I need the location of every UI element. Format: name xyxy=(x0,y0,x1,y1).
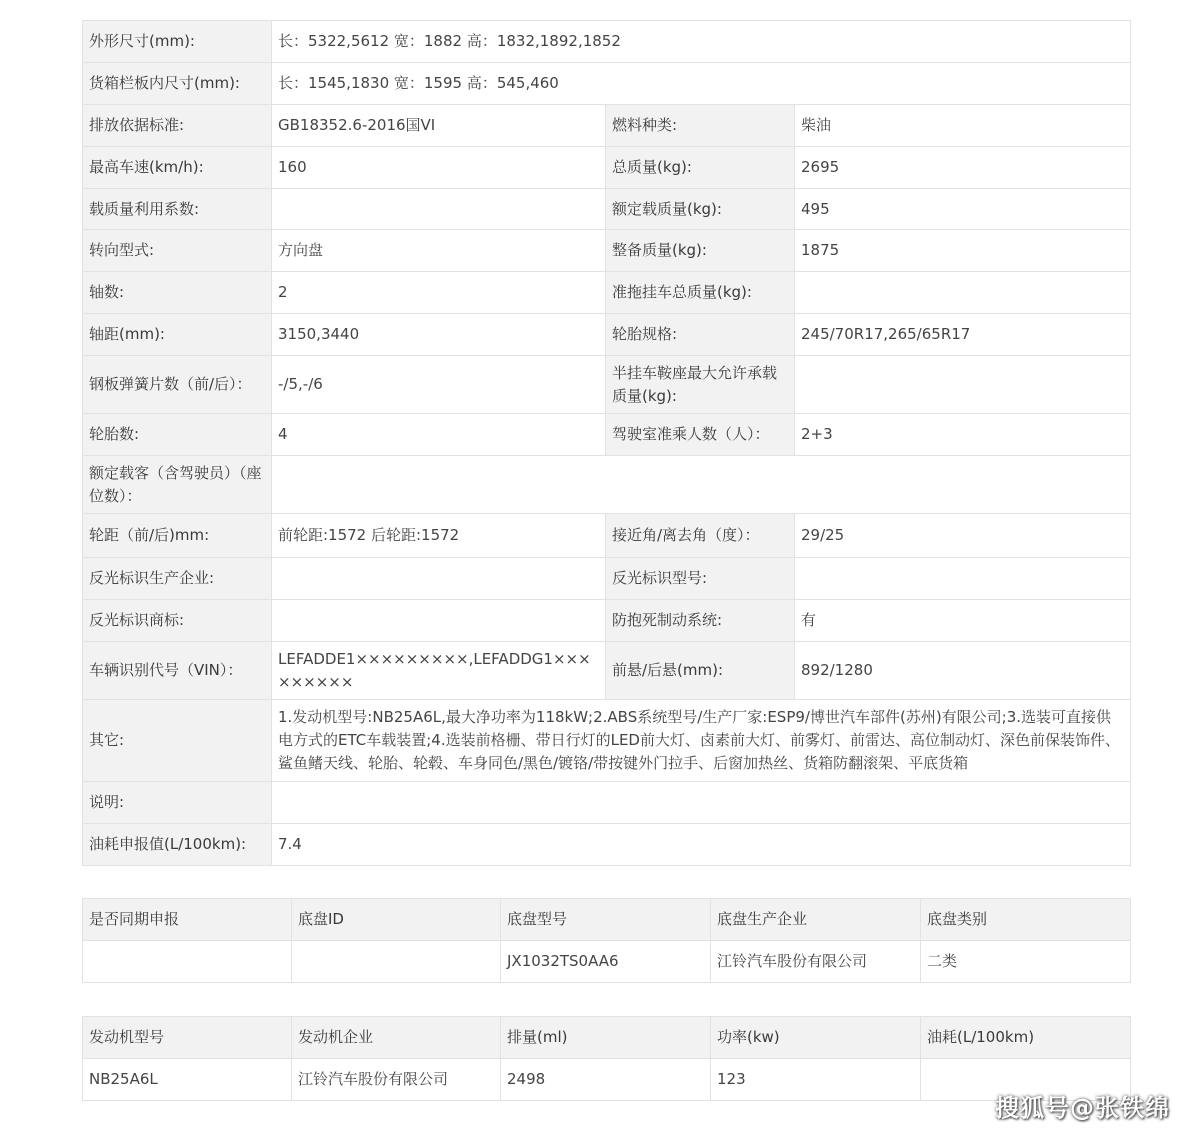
param-row xyxy=(83,189,1131,230)
param-value xyxy=(272,600,606,642)
param-row xyxy=(83,105,1131,147)
param-value: LEFADDE1×××××××××,LEFADDG1××××××××× xyxy=(272,642,606,700)
param-value: GB18352.6-2016国VI xyxy=(272,105,606,147)
param-label: 整备质量(kg): xyxy=(606,230,795,272)
param-value xyxy=(272,558,606,600)
param-value: 160 xyxy=(272,147,606,189)
param-label: 轮距（前/后)mm: xyxy=(83,514,272,558)
param-label: 驾驶室准乘人数（人）： xyxy=(606,414,795,456)
table-cell: NB25A6L xyxy=(83,1059,292,1101)
param-row xyxy=(83,63,1131,105)
param-label: 轴数: xyxy=(83,272,272,314)
param-value: 1875 xyxy=(795,230,1131,272)
column-header: 是否同期申报 xyxy=(83,899,292,941)
param-label: 转向型式: xyxy=(83,230,272,272)
table-cell: 2498 xyxy=(501,1059,711,1101)
param-value: 2+3 xyxy=(795,414,1131,456)
param-label: 油耗申报值(L/100km): xyxy=(83,824,272,866)
param-label: 轴距(mm): xyxy=(83,314,272,356)
param-value: 长：1545,1830 宽：1595 高：545,460 xyxy=(272,63,1131,105)
param-value: 7.4 xyxy=(272,824,1131,866)
table-row xyxy=(83,941,1131,983)
param-value xyxy=(795,272,1131,314)
param-row xyxy=(83,147,1131,189)
param-value: 2695 xyxy=(795,147,1131,189)
param-value: 1.发动机型号:NB25A6L,最大净功率为118kW;2.ABS系统型号/生产厂家:ESP9/博世汽车部件(苏州)有限公司;3.选装可直接供电方式的ETC车载装置;4.选装前格栅、带日行灯的LED前大灯、卤素前大灯、前雾灯、前雷达、高位制动灯、深色前保装饰件、鲨鱼鳍天线、轮胎、轮毂、车身同色/黑色/镀铬/带按键外门拉手、后窗加热丝、货箱防翻滚架、平底货箱 xyxy=(272,700,1131,782)
param-row xyxy=(83,356,1131,414)
param-label: 车辆识别代号（VIN）： xyxy=(83,642,272,700)
column-header: 功率(kw) xyxy=(711,1017,921,1059)
param-label: 反光标识生产企业: xyxy=(83,558,272,600)
param-label: 反光标识型号: xyxy=(606,558,795,600)
param-label: 轮胎规格: xyxy=(606,314,795,356)
table-cell: 江铃汽车股份有限公司 xyxy=(711,941,921,983)
param-row xyxy=(83,272,1131,314)
param-label: 额定载客（含驾驶员）（座位数）： xyxy=(83,456,272,514)
param-row xyxy=(83,824,1131,866)
param-value: 892/1280 xyxy=(795,642,1131,700)
param-value: 方向盘 xyxy=(272,230,606,272)
param-value xyxy=(272,456,1131,514)
table-cell: 二类 xyxy=(921,941,1131,983)
param-value xyxy=(795,558,1131,600)
param-row xyxy=(83,600,1131,642)
table-header-row xyxy=(83,1017,1131,1059)
param-value: 245/70R17,265/65R17 xyxy=(795,314,1131,356)
param-row xyxy=(83,558,1131,600)
param-row xyxy=(83,642,1131,700)
table-cell: 123 xyxy=(711,1059,921,1101)
table-header-row xyxy=(83,899,1131,941)
column-header: 底盘类别 xyxy=(921,899,1131,941)
param-value: -/5,-/6 xyxy=(272,356,606,414)
param-label: 反光标识商标: xyxy=(83,600,272,642)
param-row xyxy=(83,782,1131,824)
param-row xyxy=(83,514,1131,558)
column-header: 油耗(L/100km) xyxy=(921,1017,1131,1059)
param-value: 前轮距:1572 后轮距:1572 xyxy=(272,514,606,558)
param-value: 2 xyxy=(272,272,606,314)
param-label: 载质量利用系数: xyxy=(83,189,272,230)
engine-table xyxy=(82,1016,1131,1101)
param-label: 半挂车鞍座最大允许承载质量(kg): xyxy=(606,356,795,414)
table-row xyxy=(83,1059,1131,1101)
param-value xyxy=(272,189,606,230)
table-cell: 江铃汽车股份有限公司 xyxy=(292,1059,501,1101)
param-row xyxy=(83,314,1131,356)
column-header: 底盘生产企业 xyxy=(711,899,921,941)
param-value: 3150,3440 xyxy=(272,314,606,356)
param-label: 轮胎数: xyxy=(83,414,272,456)
column-header: 发动机型号 xyxy=(83,1017,292,1059)
param-value: 有 xyxy=(795,600,1131,642)
param-label: 准拖挂车总质量(kg): xyxy=(606,272,795,314)
param-label: 燃料种类: xyxy=(606,105,795,147)
param-value: 4 xyxy=(272,414,606,456)
param-label: 外形尺寸(mm): xyxy=(83,21,272,63)
param-label: 额定载质量(kg): xyxy=(606,189,795,230)
column-header: 底盘型号 xyxy=(501,899,711,941)
param-value xyxy=(272,782,1131,824)
param-value: 495 xyxy=(795,189,1131,230)
param-label: 其它: xyxy=(83,700,272,782)
table-cell xyxy=(83,941,292,983)
param-label: 最高车速(km/h): xyxy=(83,147,272,189)
param-label: 说明: xyxy=(83,782,272,824)
param-label: 排放依据标准: xyxy=(83,105,272,147)
chassis-table xyxy=(82,898,1131,983)
column-header: 排量(ml) xyxy=(501,1017,711,1059)
param-label: 货箱栏板内尺寸(mm): xyxy=(83,63,272,105)
param-label: 总质量(kg): xyxy=(606,147,795,189)
column-header: 底盘ID xyxy=(292,899,501,941)
column-header: 发动机企业 xyxy=(292,1017,501,1059)
watermark: 搜狐号@张铁绵 xyxy=(995,1094,1170,1122)
param-label: 钢板弹簧片数（前/后）： xyxy=(83,356,272,414)
table-cell: JX1032TS0AA6 xyxy=(501,941,711,983)
param-label: 接近角/离去角（度）： xyxy=(606,514,795,558)
param-row xyxy=(83,230,1131,272)
param-value: 柴油 xyxy=(795,105,1131,147)
param-row xyxy=(83,456,1131,514)
table-cell xyxy=(292,941,501,983)
param-label: 防抱死制动系统: xyxy=(606,600,795,642)
param-label: 前悬/后悬(mm): xyxy=(606,642,795,700)
param-row xyxy=(83,21,1131,63)
vehicle-parameter-table xyxy=(82,20,1131,866)
param-row xyxy=(83,414,1131,456)
param-value: 长：5322,5612 宽：1882 高：1832,1892,1852 xyxy=(272,21,1131,63)
param-value xyxy=(795,356,1131,414)
param-value: 29/25 xyxy=(795,514,1131,558)
param-row xyxy=(83,700,1131,782)
